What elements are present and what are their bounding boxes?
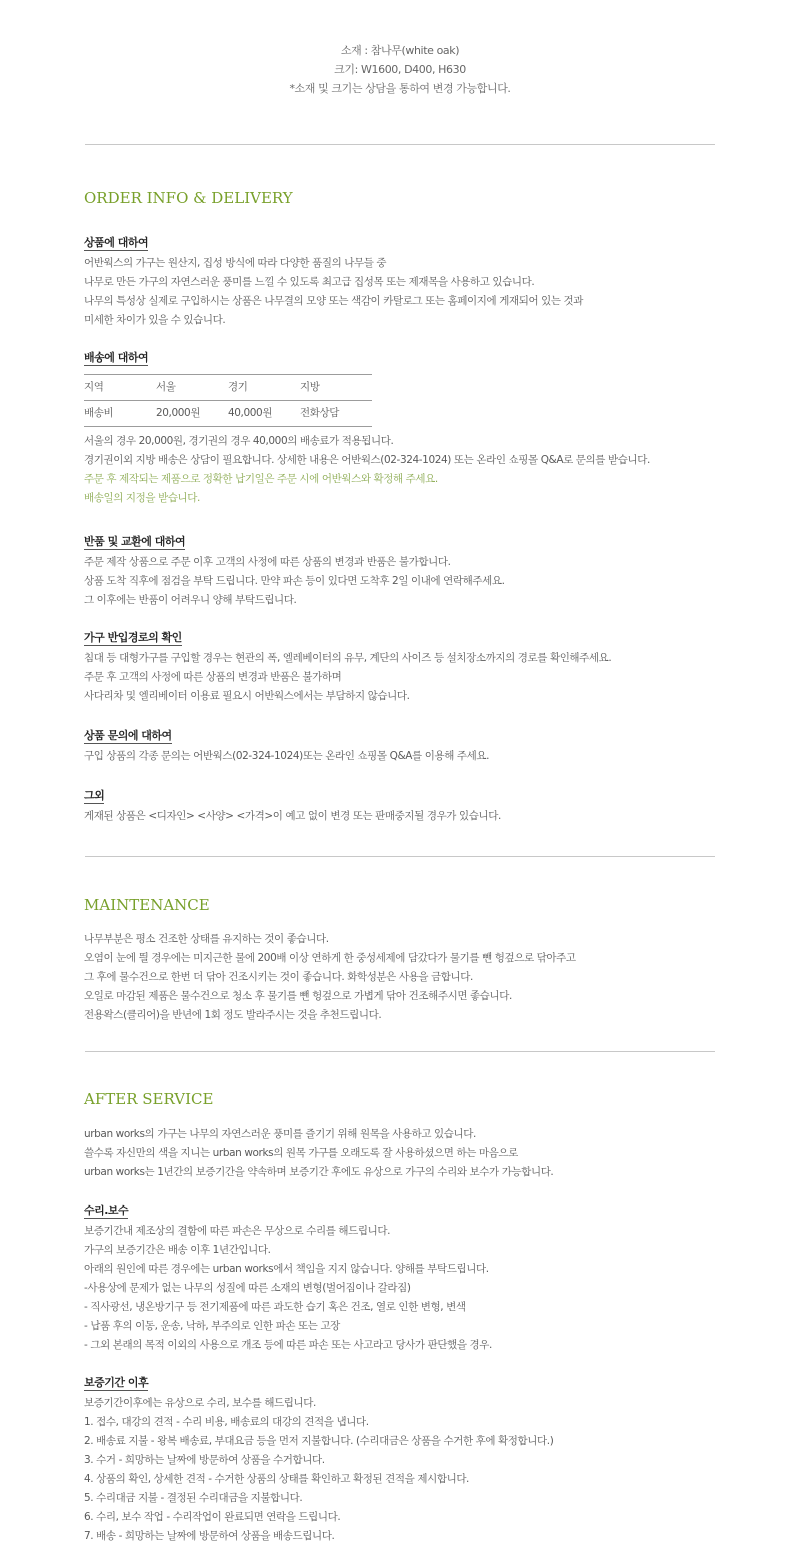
text-line: -사용상에 문제가 없는 나무의 성질에 따른 소재의 변형(벌어짐이나 갈라짐) — [84, 1282, 411, 1294]
text-line: 침대 등 대형가구를 구입할 경우는 현관의 폭, 엘레베이터의 유무, 계단의 사이즈 등 설치장소까지의 경로를 확인해주세요. — [84, 652, 612, 664]
text-line: 전용왁스(클리어)을 반년에 1회 정도 발라주시는 것을 추천드립니다. — [84, 1009, 382, 1021]
divider — [85, 856, 715, 857]
table-header-cell: 지방 — [300, 375, 372, 401]
divider — [85, 144, 715, 145]
spec-size: 크기: W1600, D400, H630 — [334, 63, 466, 76]
section-heading-order: ORDER INFO & DELIVERY — [84, 189, 293, 207]
table-cell: 40,000원 — [228, 401, 300, 427]
text-line: 오염이 눈에 띌 경우에는 미지근한 물에 200배 이상 연하게 한 중성세제에 담갔다가 물기를 뺀 헝겊으로 닦아주고 — [84, 952, 576, 964]
text-line: 5. 수리대금 지불 - 결정된 수리대금을 지불합니다. — [84, 1492, 303, 1504]
text-line: 그 후에 물수건으로 한번 더 닦아 건조시키는 것이 좋습니다. 화학성분은 사용을 금합니다. — [84, 971, 473, 983]
table-header-cell: 지역 — [84, 375, 156, 401]
text-line: 상품 도착 직후에 점검을 부탁 드립니다. 만약 파손 등이 있다면 도착후 2일 이내에 연락해주세요. — [84, 575, 505, 587]
text-line: - 납품 후의 이동, 운송, 낙하, 부주의로 인한 파손 또는 고장 — [84, 1320, 340, 1332]
returns-info-block — [84, 532, 724, 610]
text-line: 가구의 보증기간은 배송 이후 1년간입니다. — [84, 1244, 271, 1256]
text-line: 서울의 경우 20,000원, 경기권의 경우 40,000의 배송료가 적용됩니다. — [84, 435, 394, 447]
table-cell: 20,000원 — [156, 401, 228, 427]
text-line: - 직사광선, 냉온방기구 등 전기제품에 따른 과도한 습기 혹은 건조, 열로 인한 변형, 변색 — [84, 1301, 466, 1313]
text-line: 4. 상품의 확인, 상세한 견적 - 수거한 상품의 상태를 확인하고 확정된 견적을 제시합니다. — [84, 1473, 469, 1485]
text-line: 보증기간내 제조상의 결함에 따른 파손은 무상으로 수리를 해드립니다. — [84, 1225, 391, 1237]
text-line: 나무로 만든 가구의 자연스러운 풍미를 느낄 수 있도록 최고급 집성목 또는 제재목을 사용하고 있습니다. — [84, 276, 535, 288]
text-line: 나무의 특성상 실제로 구입하시는 상품은 나무결의 모양 또는 색감이 카탈로그 또는 홈페이지에 게재되어 있는 것과 — [84, 295, 584, 307]
text-line: 그 이후에는 반품이 어려우니 양해 부탁드립니다. — [84, 594, 297, 606]
post-warranty-title: 보증기간 이후 — [84, 1376, 149, 1389]
text-line: 사다리차 및 엘리베이터 이용료 필요시 어반웍스에서는 부담하지 않습니다. — [84, 690, 410, 702]
product-spec — [0, 41, 800, 98]
divider — [85, 1051, 715, 1052]
post-warranty-block — [84, 1373, 724, 1546]
text-line: 구입 상품의 각종 문의는 어반웍스(02-324-1024)또는 온라인 쇼핑몰 Q&A를 이용해 주세요. — [84, 750, 490, 762]
returns-info-title: 반품 및 교환에 대하여 — [84, 535, 186, 548]
other-title: 그외 — [84, 789, 105, 802]
shipping-fee-table — [84, 374, 372, 427]
repair-block — [84, 1201, 724, 1355]
text-line: 오일로 마감된 제품은 물수건으로 청소 후 물기를 뺀 헝겊으로 가볍게 닦아 건조해주시면 좋습니다. — [84, 990, 512, 1002]
table-cell: 배송비 — [84, 401, 156, 427]
text-line: 3. 수거 - 희망하는 날짜에 방문하여 상품을 수거합니다. — [84, 1454, 325, 1466]
text-line: 경기권이외 지방 배송은 상담이 필요합니다. 상세한 내용은 어반웍스(02-324-1024) 또는 온라인 쇼핑몰 Q&A로 문의를 받습니다. — [84, 454, 650, 466]
spec-note: *소재 및 크기는 상담을 통하여 변경 가능합니다. — [289, 82, 511, 95]
spec-material: 소재 : 참나무(white oak) — [340, 44, 460, 57]
delivery-info-block — [84, 348, 724, 508]
text-line: 게재된 상품은 <디자인> <사양> <가격>이 예고 없이 변경 또는 판매중지될 경우가 있습니다. — [84, 810, 501, 822]
delivery-info-title: 배송에 대하여 — [84, 351, 149, 364]
text-line: 7. 배송 - 희망하는 날짜에 방문하여 상품을 배송드립니다. — [84, 1530, 335, 1542]
text-line: 나무부분은 평소 건조한 상태를 유지하는 것이 좋습니다. — [84, 933, 329, 945]
after-service-intro — [84, 1125, 724, 1182]
maintenance-block — [84, 930, 724, 1025]
text-line: 보증기간이후에는 유상으로 수리, 보수를 해드립니다. — [84, 1397, 316, 1409]
text-line: urban works의 가구는 나무의 자연스러운 풍미를 즐기기 위해 원목을 사용하고 있습니다. — [84, 1128, 476, 1140]
other-block — [84, 786, 724, 826]
text-line: 어반웍스의 가구는 원산지, 집성 방식에 따라 다양한 품질의 나무들 중 — [84, 257, 387, 269]
table-header-cell: 서울 — [156, 375, 228, 401]
text-line: 6. 수리, 보수 작업 - 수리작업이 완료되면 연락을 드립니다. — [84, 1511, 341, 1523]
text-line: - 그외 본래의 목적 이외의 사용으로 개조 등에 따른 파손 또는 사고라고 당사가 판단했을 경우. — [84, 1339, 492, 1351]
text-line: urban works는 1년간의 보증기간을 약속하며 보증기간 후에도 유상으로 가구의 수리와 보수가 가능합니다. — [84, 1166, 554, 1178]
text-line: 주문 제작 상품으로 주문 이후 고객의 사정에 따른 상품의 변경과 반품은 불가합니다. — [84, 556, 451, 568]
text-line: 아래의 원인에 따른 경우에는 urban works에서 책임을 지지 않습니다. 양해를 부탁드립니다. — [84, 1263, 489, 1275]
repair-title: 수리.보수 — [84, 1204, 129, 1217]
inquiry-title: 상품 문의에 대하여 — [84, 729, 172, 742]
table-row — [84, 401, 372, 427]
text-line: 쓸수록 자신만의 색을 지니는 urban works의 원목 가구를 오래도록 잘 사용하셨으면 하는 마음으로 — [84, 1147, 518, 1159]
highlight-line: 배송일의 지정을 받습니다. — [84, 492, 200, 504]
entry-route-block — [84, 628, 724, 706]
section-heading-maintenance: MAINTENANCE — [84, 896, 210, 914]
text-line: 1. 접수, 대강의 견적 - 수리 비용, 배송료의 대강의 견적을 냅니다. — [84, 1416, 369, 1428]
inquiry-block — [84, 726, 724, 766]
text-line: 2. 배송료 지불 - 왕복 배송료, 부대요금 등을 먼저 지불합니다. (수리대금은 상품을 수거한 후에 확정합니다.) — [84, 1435, 554, 1447]
text-line: 주문 후 고객의 사정에 따른 상품의 변경과 반품은 불가하며 — [84, 671, 342, 683]
entry-route-title: 가구 반입경로의 확인 — [84, 631, 182, 644]
table-header-cell: 경기 — [228, 375, 300, 401]
table-cell: 전화상담 — [300, 401, 372, 427]
product-info-block — [84, 233, 724, 330]
highlight-line: 주문 후 제작되는 제품으로 정확한 납기일은 주문 시에 어반웍스와 확정해 주세요. — [84, 473, 438, 485]
product-info-title: 상품에 대하여 — [84, 236, 149, 249]
section-heading-after-service: AFTER SERVICE — [84, 1090, 214, 1108]
table-header-row — [84, 375, 372, 401]
text-line: 미세한 차이가 있을 수 있습니다. — [84, 314, 226, 326]
